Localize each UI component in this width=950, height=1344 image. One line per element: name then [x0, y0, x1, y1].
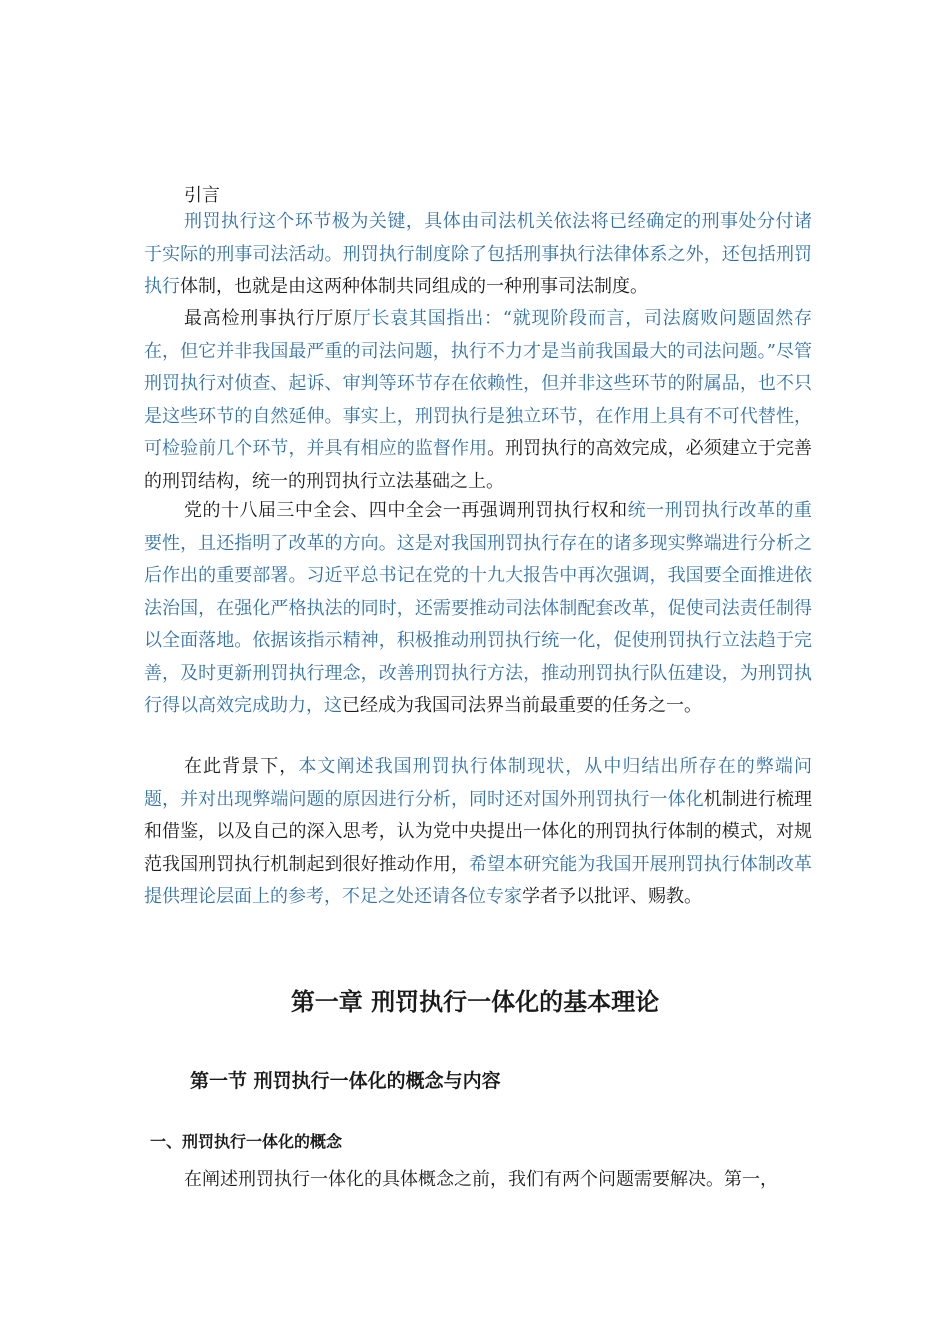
p2-text-end: 。刑罚执行的高效完成，必须建立于完善的刑罚结构，统一的刑罚执行立法基础之上。 — [144, 438, 813, 492]
p2-text-start: 最高检刑事执行厅原 — [184, 308, 353, 329]
p4-text-middle: 机制进行梳理和借鉴，以及自己的深入思考，认为党中央提出一体化的刑罚执行体制的模式，对规范我国刑罚执行机制起到很好推动作用， — [144, 788, 812, 875]
p4-highlight-1: 本文阐述我国刑罚执行体制现状，从中归结出所存在的弊端问题，并对出现弊端问题的原因进行分析，同时还对国外刑罚执行一体化 — [144, 756, 812, 810]
p2-highlight: 厅长袁其国指出：“就现阶段而言，司法腐败问题固然存在，但它并非我国最严重的司法问题，执行不力才是当前我国最大的司法问题。”尽管刑罚执行对侦查、起诉、审判等环节存在依赖性，但并非这些环节的附属品，也不只是这些环节的自然延伸。事实上，刑罚执行是独立环节，在作用上具有不可代替性，可检验前几个环节，并具有相应的监督作用 — [144, 308, 812, 459]
subsection-title: 一、刑罚执行一体化的概念 — [150, 1132, 343, 1151]
paragraph-3 — [144, 495, 812, 723]
paragraph-4 — [144, 751, 812, 914]
p1-text: 体制，也就是由这两种体制共同组成的一种刑事司法制度。 — [180, 276, 648, 297]
p4-text-start: 在此背景下， — [184, 756, 299, 777]
paragraph-2 — [144, 303, 812, 498]
p3-text-start: 党的十八届三中全会、四中全会一再强调刑罚执行权和 — [184, 500, 628, 521]
intro-heading: 引言 — [184, 185, 220, 206]
section-title: 第一节 刑罚执行一体化的概念与内容 — [190, 1070, 501, 1092]
paragraph-1 — [144, 206, 812, 304]
body-text-last-line: 在阐述刑罚执行一体化的具体概念之前，我们有两个问题需要解决。第一， — [184, 1169, 778, 1190]
p1-highlight: 刑罚执行这个环节极为关键，具体由司法机关依法将已经确定的刑事处分付诸于实际的刑事司法活动。刑罚执行制度除了包括刑事执行法律体系之外，还包括刑罚执行 — [144, 211, 812, 297]
p3-highlight: 统一刑罚执行改革的重要性，且还指明了改革的方向。这是对我国刑罚执行存在的诸多现实弊端进行分析之后作出的重要部署。习近平总书记在党的十九大报告中再次强调，我国要全面推进依法治国，在强化严格执法的同时，还需要推动司法体制配套改革，促使司法责任制得以全面落地。依据该指示精神，积极推动刑罚执行统一化，促使刑罚执行立法趋于完善，及时更新刑罚执行理念，改善刑罚执行方法，推动刑罚执行队伍建设，为刑罚执行得以高效完成助力，这 — [144, 500, 813, 716]
p4-highlight-2: 希望本研究能为我国开展刑罚执行体制改革提供理论层面上的参考，不足之处还请各位专家 — [144, 853, 812, 907]
p4-text-end: 学者予以批评、赐教。 — [522, 886, 702, 907]
p3-text-end: 已经成为我国司法界当前最重要的任务之一。 — [342, 695, 702, 716]
chapter-title: 第一章 刑罚执行一体化的基本理论 — [290, 988, 660, 1016]
